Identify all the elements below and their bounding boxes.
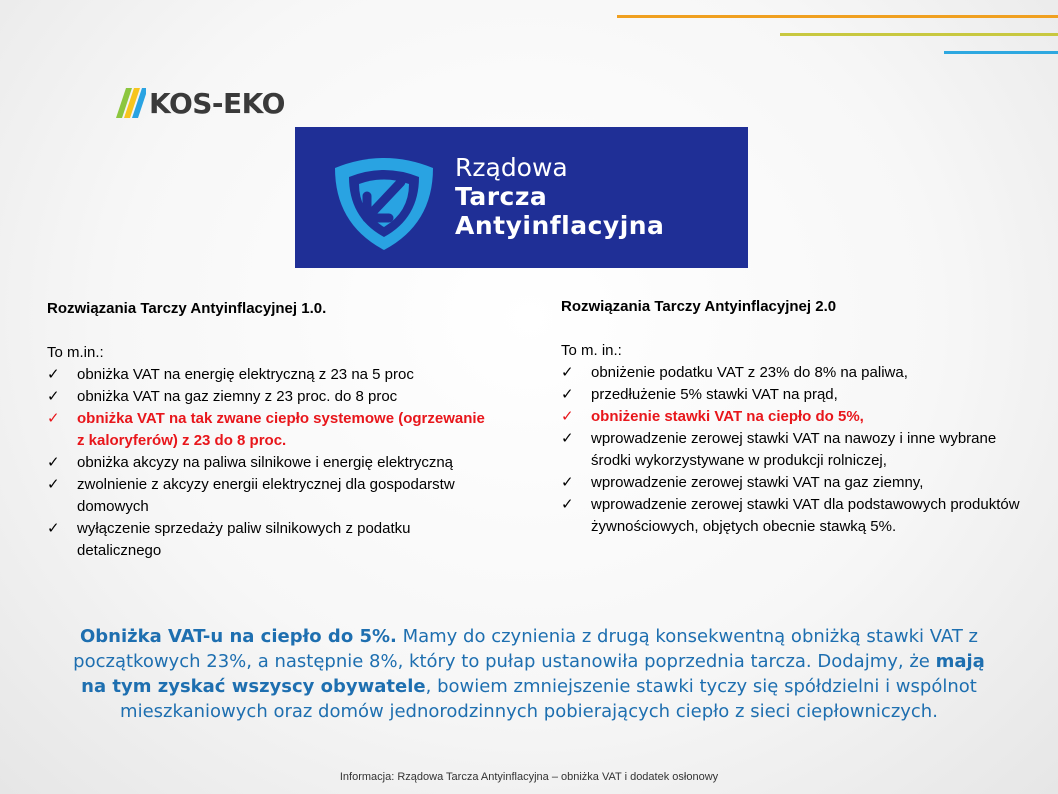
decor-line-orange	[617, 15, 1058, 18]
check-icon: ✓	[561, 496, 574, 513]
right-column-intro: To m. in.:	[561, 342, 622, 359]
check-icon: ✓	[561, 474, 574, 491]
banner-line1: Rządowa	[455, 153, 568, 182]
list-item	[47, 452, 487, 474]
banner-line3: Antyinflacyjna	[455, 211, 665, 240]
list-item-text: obniżka VAT na tak zwane ciepło systemowe (ogrzewanie z kaloryferów) z 23 do 8 proc.	[77, 410, 485, 449]
list-item-text: przedłużenie 5% stawki VAT na prąd,	[591, 386, 838, 403]
list-item-text: obniżka akcyzy na paliwa silnikowe i energię elektryczną	[77, 454, 454, 471]
check-icon: ✓	[561, 386, 574, 403]
summary-part1: Mamy do czynienia z drugą konsekwentną obniżką stawki VAT z początkowych 23%, a następnie 8%, który to pułap ustanowiła poprzednia tarcza. Dodajmy, że	[73, 626, 978, 672]
list-item	[47, 474, 487, 518]
check-icon: ✓	[47, 454, 60, 471]
check-icon: ✓	[47, 476, 60, 493]
check-icon: ✓	[47, 520, 60, 537]
list-item	[561, 494, 1021, 538]
list-item-text: wprowadzenie zerowej stawki VAT na nawozy i inne wybrane środki wykorzystywane w produkcji rolniczej,	[591, 430, 997, 469]
tarcza-banner	[295, 127, 748, 268]
list-item-text: obniżka VAT na gaz ziemny z 23 proc. do 8 proc	[77, 388, 398, 405]
list-item-text: wyłączenie sprzedaży paliw silnikowych z podatku detalicznego	[77, 520, 411, 559]
banner-title	[455, 153, 664, 240]
source-note: Informacja: Rządowa Tarcza Antyinflacyjna – obniżka VAT i dodatek osłonowy	[339, 771, 719, 783]
right-checklist	[561, 362, 1021, 538]
list-item-highlight	[47, 408, 487, 452]
check-icon: ✓	[47, 388, 60, 405]
list-item	[561, 428, 1021, 472]
decor-line-yellow	[780, 33, 1058, 36]
banner-line2: Tarcza	[455, 182, 548, 211]
list-item-text: wprowadzenie zerowej stawki VAT na gaz ziemny,	[591, 474, 924, 491]
list-item-highlight	[561, 406, 1021, 428]
shield-icon	[329, 146, 439, 256]
left-column-title: Rozwiązania Tarczy Antyinflacyjnej 1.0.	[47, 300, 327, 317]
list-item	[561, 384, 1021, 406]
logo-text: KOS-EKO	[149, 86, 285, 120]
left-column-intro: To m.in.:	[47, 344, 104, 361]
kos-eko-logo	[116, 86, 285, 120]
list-item-text: zwolnienie z akcyzy energii elektrycznej dla gospodarstw domowych	[77, 476, 455, 515]
summary-bold-mid: mają na tym zyskać wszyscy obywatele	[81, 651, 985, 697]
list-item	[561, 472, 1021, 494]
check-icon: ✓	[561, 408, 574, 425]
list-item-text: wprowadzenie zerowej stawki VAT dla podstawowych produktów żywnościowych, objętych obecnie stawką 5%.	[591, 496, 1020, 535]
list-item	[47, 386, 487, 408]
summary-part2: , bowiem zmniejszenie stawki tyczy się spółdzielni i wspólnot mieszkaniowych oraz domów jednorodzinnych pobierających ciepło z sieci ciepłowniczych.	[120, 676, 977, 722]
check-icon: ✓	[561, 364, 574, 381]
list-item	[47, 518, 487, 562]
left-checklist	[47, 364, 487, 562]
list-item-text: obniżka VAT na energię elektryczną z 23 na 5 proc	[77, 366, 414, 383]
summary-bold-lead: Obniżka VAT-u na ciepło do 5%.	[80, 626, 397, 647]
decor-line-blue	[944, 51, 1058, 54]
check-icon: ✓	[47, 366, 60, 383]
summary-paragraph	[60, 624, 998, 724]
check-icon: ✓	[47, 410, 60, 427]
list-item-text: obniżenie stawki VAT na ciepło do 5%,	[591, 408, 864, 425]
list-item-text: obniżenie podatku VAT z 23% do 8% na paliwa,	[591, 364, 908, 381]
check-icon: ✓	[561, 430, 574, 447]
logo-mark-icon	[116, 88, 146, 118]
right-column-title: Rozwiązania Tarczy Antyinflacyjnej 2.0	[561, 298, 837, 315]
list-item	[561, 362, 1021, 384]
list-item	[47, 364, 487, 386]
left-column	[47, 298, 487, 562]
right-column	[561, 296, 1021, 538]
